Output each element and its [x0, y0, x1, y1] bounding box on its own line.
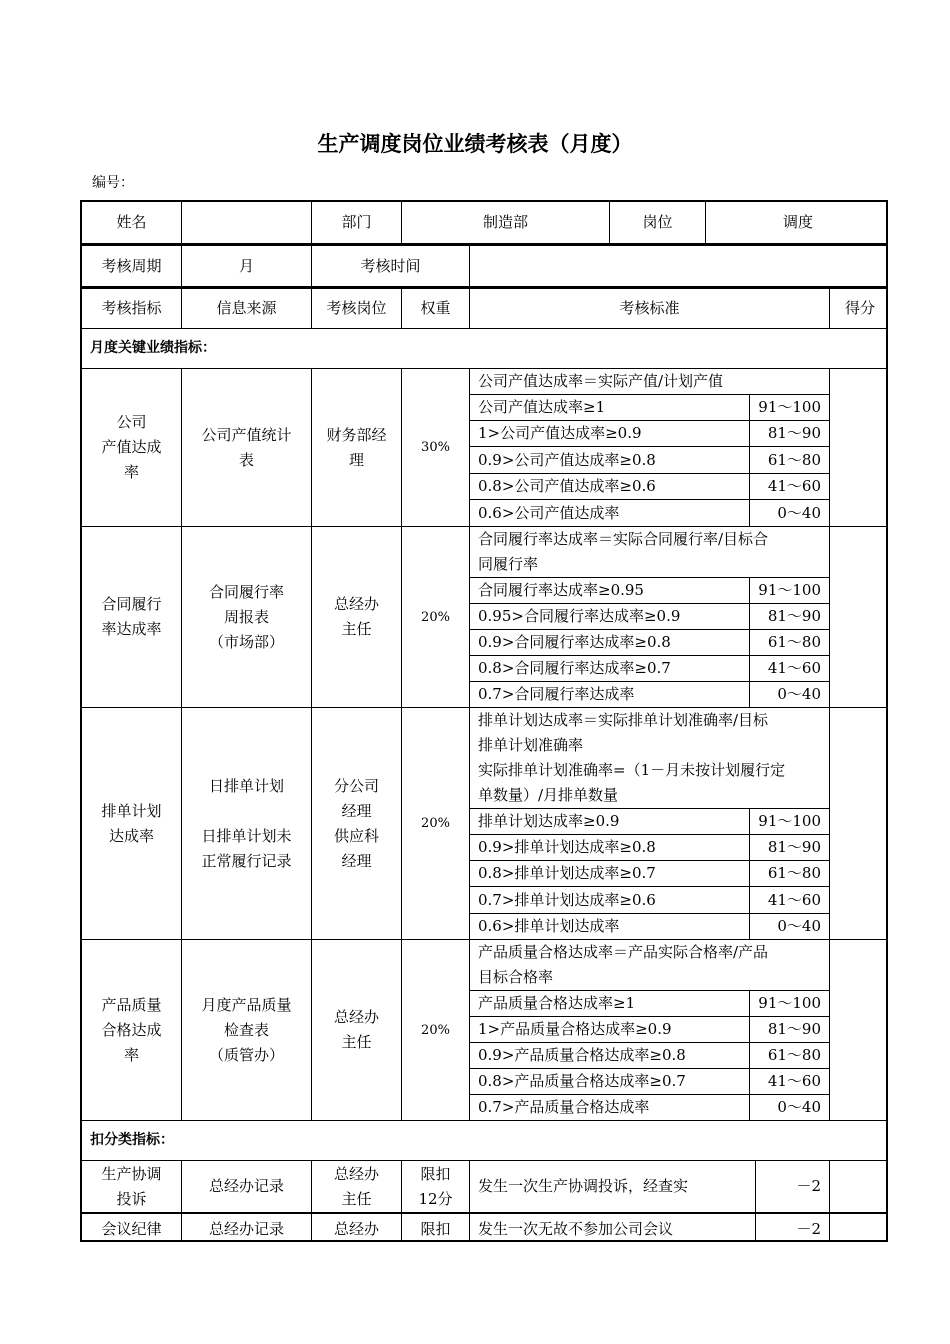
time-label: 考核时间 [312, 246, 470, 287]
level-condition: 0.8>排单计划达成率≥0.7 [470, 861, 750, 887]
kpi-weight: 30% [402, 369, 470, 527]
deduct-post: 总经办 主任 [312, 1161, 402, 1213]
level-score: 81～90 [750, 421, 830, 447]
level-condition: 0.7>产品质量合格达成率 [470, 1095, 750, 1121]
kpi-name: 合同履行 率达成率 [82, 527, 182, 708]
level-score: 61～80 [750, 1043, 830, 1069]
level-condition: 产品质量合格达成率≥1 [470, 991, 750, 1017]
kpi-name: 产品质量 合格达成 率 [82, 940, 182, 1121]
header-post: 考核岗位 [312, 289, 402, 329]
header-score: 得分 [830, 289, 888, 329]
kpi-formula: 合同履行率达成率＝实际合同履行率/目标合 同履行率 [470, 527, 830, 578]
deduct-score-cell[interactable] [830, 1161, 888, 1213]
level-score: 81～90 [750, 604, 830, 630]
level-score: 0～40 [750, 1095, 830, 1121]
level-condition: 0.9>产品质量合格达成率≥0.8 [470, 1043, 750, 1069]
level-score: 41～60 [750, 1069, 830, 1095]
dept-value: 制造部 [402, 202, 610, 244]
deduct-standard: 发生一次生产协调投诉，经查实 [470, 1161, 756, 1213]
deduct-score: －2 [756, 1214, 830, 1242]
header-standard: 考核标准 [470, 289, 830, 329]
header-weight: 权重 [402, 289, 470, 329]
header-indicator: 考核指标 [82, 289, 182, 329]
level-score: 91～100 [750, 578, 830, 604]
kpi-post: 总经办 主任 [312, 940, 402, 1121]
level-score: 41～60 [750, 656, 830, 682]
level-condition: 0.6>公司产值达成率 [470, 500, 750, 527]
deduct-score-cell[interactable] [830, 1214, 888, 1242]
deduct-source: 总经办记录 [182, 1214, 312, 1242]
kpi-score-cell[interactable] [830, 369, 888, 527]
level-score: 91～100 [750, 809, 830, 835]
deduct-standard: 发生一次无故不参加公司会议 [470, 1214, 756, 1242]
level-score: 61～80 [750, 447, 830, 474]
time-value[interactable] [470, 246, 888, 287]
doc-number-label: 编号： [92, 175, 134, 191]
level-condition: 0.8>公司产值达成率≥0.6 [470, 474, 750, 500]
kpi-score-cell[interactable] [830, 527, 888, 708]
name-label: 姓名 [82, 202, 182, 244]
kpi-name: 排单计划 达成率 [82, 708, 182, 940]
header-source: 信息来源 [182, 289, 312, 329]
kpi-weight: 20% [402, 527, 470, 708]
level-condition: 合同履行率达成率≥0.95 [470, 578, 750, 604]
kpi-source: 公司产值统计 表 [182, 369, 312, 527]
kpi-formula: 产品质量合格达成率＝产品实际合格率/产品 目标合格率 [470, 940, 830, 991]
deduct-name: 生产协调 投诉 [82, 1161, 182, 1213]
kpi-score-cell[interactable] [830, 708, 888, 940]
level-score: 0～40 [750, 682, 830, 708]
level-condition: 1>公司产值达成率≥0.9 [470, 421, 750, 447]
kpi-post: 总经办 主任 [312, 527, 402, 708]
level-condition: 0.8>产品质量合格达成率≥0.7 [470, 1069, 750, 1095]
post-value: 调度 [706, 202, 888, 244]
period-label: 考核周期 [82, 246, 182, 287]
section-deduct: 扣分类指标： [82, 1121, 888, 1161]
kpi-score-cell[interactable] [830, 940, 888, 1121]
level-condition: 0.6>排单计划达成率 [470, 914, 750, 940]
dept-label: 部门 [312, 202, 402, 244]
kpi-post: 财务部经 理 [312, 369, 402, 527]
level-condition: 排单计划达成率≥0.9 [470, 809, 750, 835]
kpi-weight: 20% [402, 708, 470, 940]
level-score: 0～40 [750, 500, 830, 527]
level-condition: 0.95>合同履行率达成率≥0.9 [470, 604, 750, 630]
kpi-name: 公司 产值达成 率 [82, 369, 182, 527]
level-score: 61～80 [750, 861, 830, 887]
deduct-post: 总经办 [312, 1214, 402, 1242]
kpi-source: 日排单计划 日排单计划未 正常履行记录 [182, 708, 312, 940]
kpi-source: 合同履行率 周报表 （市场部） [182, 527, 312, 708]
level-score: 91～100 [750, 991, 830, 1017]
level-condition: 0.7>排单计划达成率≥0.6 [470, 887, 750, 914]
level-score: 0～40 [750, 914, 830, 940]
page-title: 生产调度岗位业绩考核表（月度） [317, 132, 633, 156]
level-condition: 1>产品质量合格达成率≥0.9 [470, 1017, 750, 1043]
level-condition: 公司产值达成率≥1 [470, 395, 750, 421]
kpi-weight: 20% [402, 940, 470, 1121]
kpi-formula: 排单计划达成率＝实际排单计划准确率/目标 排单计划准确率 实际排单计划准确率=（1－月未按计划履行定 单数量）/月排单数量 [470, 708, 830, 809]
deduct-score: －2 [756, 1161, 830, 1213]
deduct-weight: 限扣 [402, 1214, 470, 1242]
level-condition: 0.9>合同履行率达成率≥0.8 [470, 630, 750, 656]
level-score: 61～80 [750, 630, 830, 656]
deduct-source: 总经办记录 [182, 1161, 312, 1213]
level-condition: 0.8>合同履行率达成率≥0.7 [470, 656, 750, 682]
level-score: 41～60 [750, 474, 830, 500]
level-score: 41～60 [750, 887, 830, 914]
deduct-name: 会议纪律 [82, 1214, 182, 1242]
deduct-weight: 限扣 12分 [402, 1161, 470, 1213]
level-score: 81～90 [750, 1017, 830, 1043]
level-score: 91～100 [750, 395, 830, 421]
level-condition: 0.7>合同履行率达成率 [470, 682, 750, 708]
section-kpi: 月度关键业绩指标： [82, 329, 888, 369]
level-condition: 0.9>公司产值达成率≥0.8 [470, 447, 750, 474]
level-condition: 0.9>排单计划达成率≥0.8 [470, 835, 750, 861]
name-value[interactable] [182, 202, 312, 244]
kpi-formula: 公司产值达成率＝实际产值/计划产值 [470, 369, 830, 395]
post-label: 岗位 [610, 202, 706, 244]
kpi-source: 月度产品质量 检查表 （质管办） [182, 940, 312, 1121]
assessment-table [80, 200, 888, 1242]
kpi-post: 分公司 经理 供应科 经理 [312, 708, 402, 940]
period-value: 月 [182, 246, 312, 287]
level-score: 81～90 [750, 835, 830, 861]
